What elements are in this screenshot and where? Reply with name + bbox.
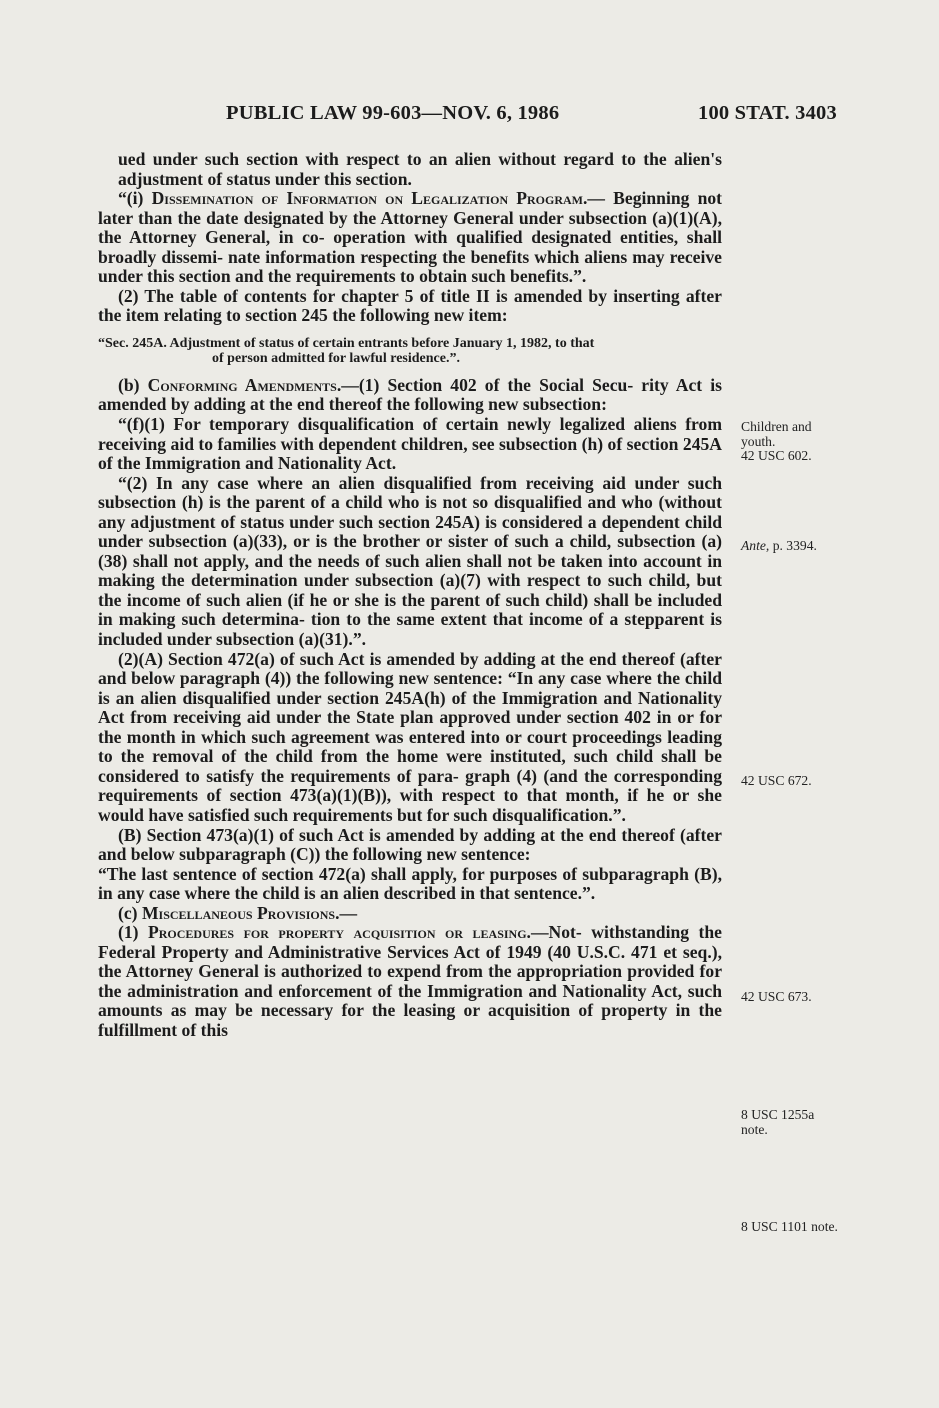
margin-note-italic: Ante,	[741, 538, 770, 553]
paragraph-lead: “(i)	[118, 188, 152, 209]
section-heading-misc: Miscellaneous Provisions	[141, 902, 336, 923]
margin-note-42usc672: 42 USC 672.	[741, 773, 812, 788]
margin-note-42usc673: 42 USC 673.	[741, 989, 812, 1004]
margin-note-text: p. 3394.	[769, 538, 817, 553]
paragraph-misc-provisions	[98, 904, 722, 924]
section-heading-property: Procedures for property acquisition or leasing	[148, 922, 527, 943]
section-heading-conforming: Conforming Amendments	[147, 374, 337, 395]
paragraph-f1: “(f)(1) For temporary disqualification of certain newly legalized aliens from receiving aid to families with dependent children, see subsection (h) of section 245A of the Immigration and Nationality Act.	[98, 414, 722, 474]
margin-note-8usc1255a	[741, 1108, 814, 1137]
margin-note-line: youth.	[741, 433, 776, 449]
header-title: PUBLIC LAW 99-603—NOV. 6, 1986	[226, 102, 560, 124]
paragraph-dissemination	[98, 189, 722, 287]
margin-note-line: note.	[741, 1121, 768, 1137]
margin-note-line: Children and	[741, 419, 812, 434]
paragraph-continued: ued under such section with respect to an alien without regard to the alien's adjustment of status under this section.	[118, 149, 722, 189]
paragraph-lead: (c)	[118, 902, 142, 923]
toc-item	[98, 336, 722, 367]
paragraph-text: .—Not- withstanding the Federal Property and Administrative Services Act of 1949 (40 U.S.C. 471 et seq.), the Attorney General is authorized to expend from the appropriation provided for the administration and enforcement of the Immigration and Nationality Act, such amounts as may be necessary for the leasing or acquisition of property in the fulfillment of this	[98, 922, 722, 1040]
margin-note-line: 8 USC 1255a	[741, 1107, 815, 1122]
margin-note-8usc1101: 8 USC 1101 note.	[741, 1219, 838, 1234]
margin-note-ante	[741, 539, 817, 554]
page-header	[0, 96, 939, 132]
paragraph-property-procedures	[98, 923, 722, 1040]
paragraph-2a: (2)(A) Section 472(a) of such Act is amended by adding at the end thereof (after and below paragraph (4)) the following new sentence: “In any case where the child is an alien disqualified under section 245A(h) of the Immigration and Nationality Act from receiving aid under the State plan approved under section 402 in or for the month in which such agreement was entered into or court proceedings leading to the removal of the child from the home were instituted, such child shall be considered to satisfy the requirements of para- graph (4) (and the corresponding requirements of section 473(a)(1)(B)), with respect to that month, if he or she would have satisfied such requirements but for such disqualification.”.	[98, 648, 722, 825]
paragraph-quoted-sentence: “The last sentence of section 472(a) shall apply, for purposes of subparagraph (B), in any case where the child is an alien described in that sentence.”.	[98, 863, 722, 904]
margin-note-line: 42 USC 602.	[741, 448, 812, 464]
paragraph-text: .—	[335, 902, 358, 923]
paragraph-f2: “(2) In any case where an alien disqualified from receiving aid under such subsection (h) is the parent of a child who is not so disqualified and who (without any adjustment of status under such section 245A) is considered a dependent child under subsection (a)(33), or is the brother or sister of such a child, subsection (a)(38) shall not apply, and the needs of such alien shall not be taken into account in making the determination under subsection (a)(7) with respect to such child, but the income of such alien (if he or she is the parent of such child) shall be included in making such determina- tion to the same extent that income of a stepparent is included under subsection (a)(31).”.	[98, 472, 722, 650]
body-text	[98, 150, 722, 1041]
header-page-number: 100 STAT. 3403	[698, 102, 837, 124]
margin-note-children	[741, 420, 812, 464]
toc-item-line1: “Sec. 245A. Adjustment of status of certain entrants before January 1, 1982, to that	[98, 335, 595, 351]
paragraph-2b: (B) Section 473(a)(1) of such Act is amended by adding at the end thereof (after and below subparagraph (C)) the following new sentence:	[98, 824, 722, 865]
paragraph-text: .—(1) Section 402 of the Social Secu- rity Act is amended by adding at the end thereof the following new subsection:	[98, 374, 722, 415]
paragraph-text: .— Beginning not later than the date designated by the Attorney General under subsection (a)(1)(A), the Attorney General, in co- operation with qualified designated entities, shall broadly dissemi- nate information respecting the benefits which aliens may receive under this section and the requirements to obtain such benefits.”.	[98, 188, 723, 287]
paragraph-lead: (b)	[118, 374, 148, 395]
paragraph-table-of-contents: (2) The table of contents for chapter 5 of title II is amended by inserting after the item relating to section 245 the following new item:	[98, 285, 722, 326]
paragraph-lead: (1)	[118, 922, 149, 943]
section-heading-dissemination: Dissemination of Information on Legalization Program	[151, 188, 584, 209]
toc-item-line2: of person admitted for lawful residence.”.	[212, 351, 460, 367]
paragraph-conforming-amendments	[98, 376, 722, 415]
